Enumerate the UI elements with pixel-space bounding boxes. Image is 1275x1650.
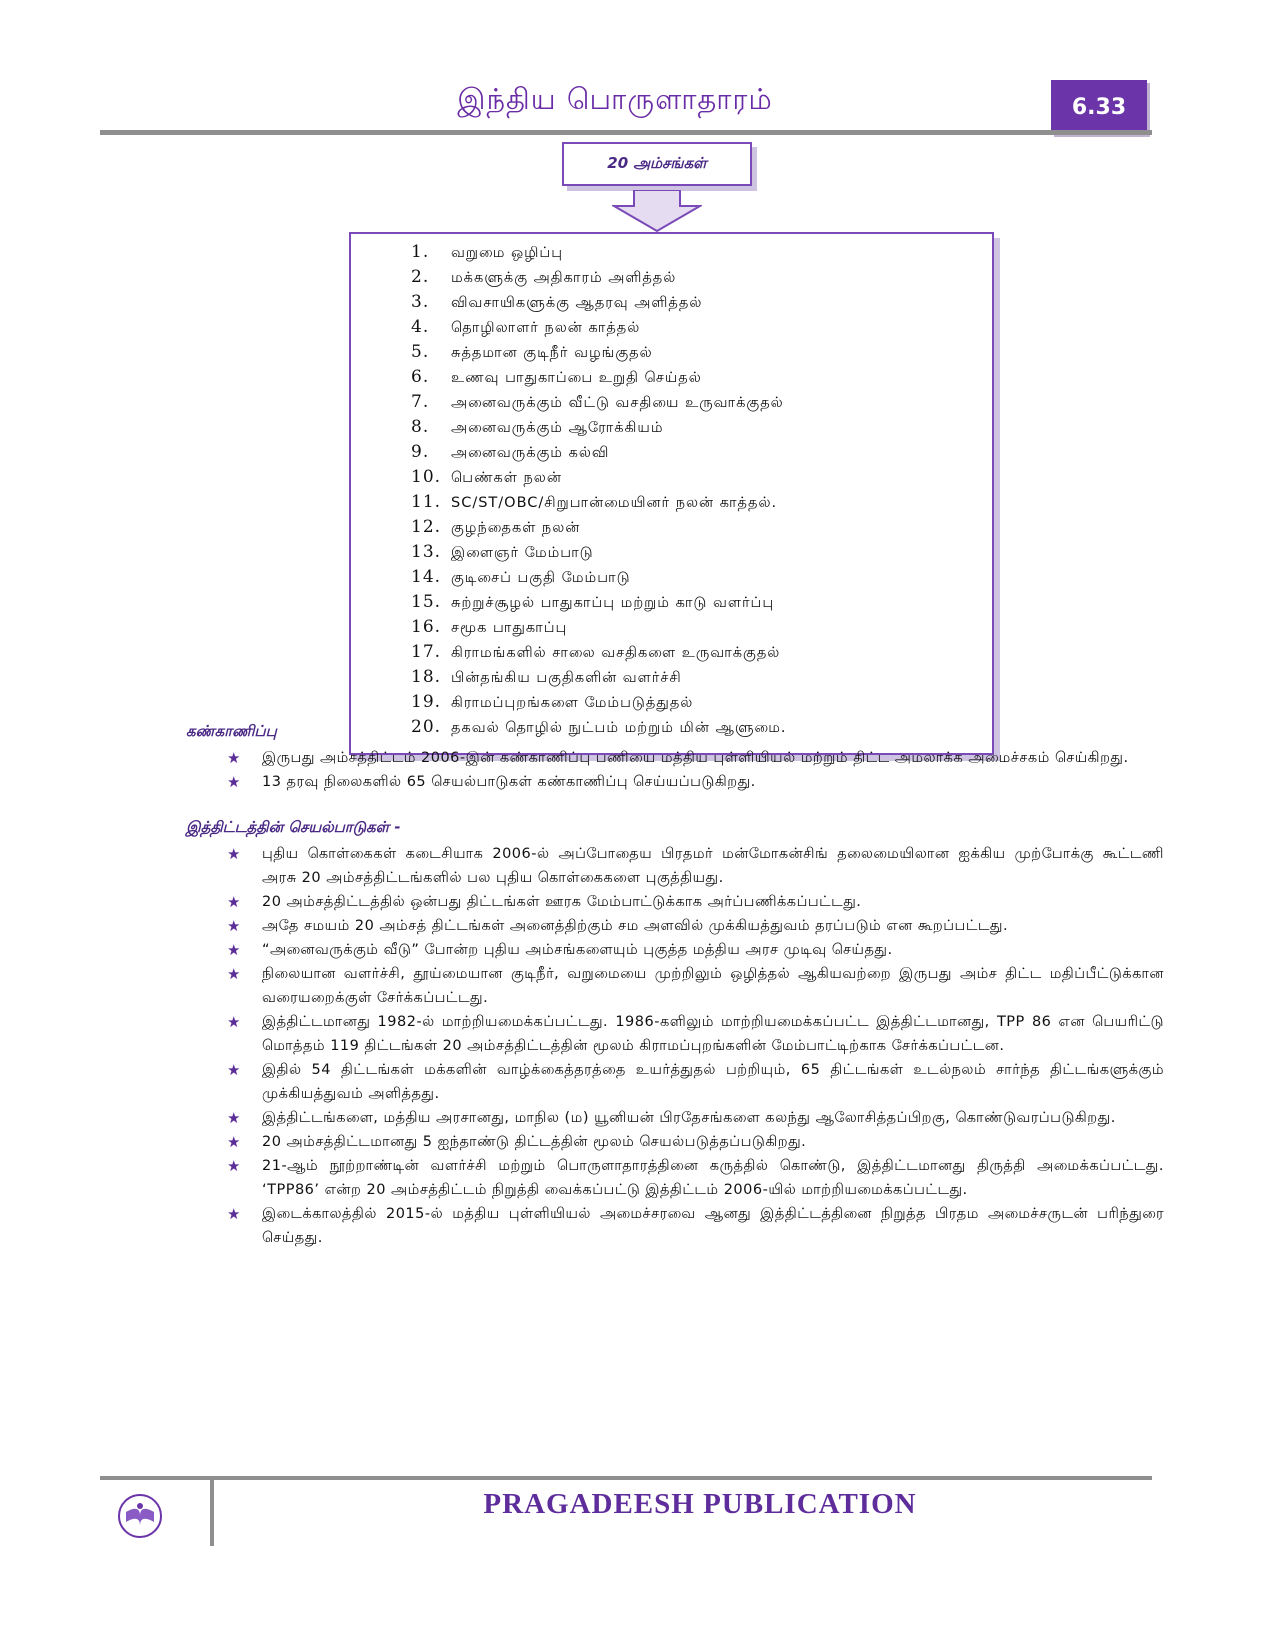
point-number: 12. [411, 517, 442, 537]
point-text: குழந்தைகள் நலன் [451, 520, 581, 536]
bullet-text: நிலையான வளர்ச்சி, தூய்மையான குடிநீர், வறுமையை முற்றிலும் ஒழித்தல் ஆகியவற்றை இருபது அம்ச திட்ட மதிப்பீட்டுக்கான வரையறைக்குள் சேர்க்கப்பட்டது. [262, 966, 1164, 1006]
point-number: 10. [411, 467, 442, 487]
bullet-text: “அனைவருக்கும் வீடு” போன்ற புதிய அம்சங்களையும் புகுத்த மத்திய அரச முடிவு செய்தது. [262, 942, 893, 958]
twenty-points-list [411, 240, 787, 740]
monitoring-bullets [224, 746, 1164, 794]
point-text: இளைஞர் மேம்பாடு [451, 545, 594, 561]
point-text: தகவல் தொழில் நுட்பம் மற்றும் மின் ஆளுமை. [451, 720, 787, 736]
star-bullet-icon: ★ [227, 1205, 241, 1223]
point-number: 16. [411, 617, 442, 637]
bullet-item [224, 842, 1164, 890]
star-bullet-icon: ★ [227, 1109, 241, 1127]
point-item [411, 440, 787, 465]
monitoring-heading: கண்காணிப்பு [186, 722, 277, 740]
point-item [411, 365, 787, 390]
bullet-item [224, 890, 1164, 914]
star-bullet-icon: ★ [227, 1133, 241, 1151]
book-logo-icon [116, 1492, 164, 1540]
point-item [411, 640, 787, 665]
footer-vertical-divider [210, 1476, 214, 1546]
point-text: அனைவருக்கும் வீட்டு வசதியை உருவாக்குதல் [451, 395, 784, 411]
page-number-badge: 6.33 [1051, 80, 1147, 134]
star-bullet-icon: ★ [227, 893, 241, 911]
point-text: SC/ST/OBC/சிறுபான்மையினர் நலன் காத்தல். [451, 495, 778, 511]
point-item [411, 240, 787, 265]
star-bullet-icon: ★ [227, 1061, 241, 1079]
star-bullet-icon: ★ [227, 845, 241, 863]
point-item [411, 265, 787, 290]
point-item [411, 690, 787, 715]
point-number: 3. [411, 292, 430, 312]
point-text: தொழிலாளர் நலன் காத்தல் [451, 320, 641, 336]
star-bullet-icon: ★ [227, 749, 241, 767]
point-text: சமூக பாதுகாப்பு [451, 620, 568, 636]
point-text: பின்தங்கிய பகுதிகளின் வளர்ச்சி [451, 670, 682, 686]
point-number: 1. [411, 242, 430, 262]
bullet-text: 20 அம்சத்திட்டமானது 5 ஐந்தாண்டு திட்டத்தின் மூலம் செயல்படுத்தப்படுகிறது. [262, 1134, 807, 1150]
star-bullet-icon: ★ [227, 1157, 241, 1175]
point-number: 17. [411, 642, 442, 662]
point-item [411, 540, 787, 565]
bullet-item [224, 1106, 1164, 1130]
bullet-item [224, 746, 1164, 770]
point-text: சுத்தமான குடிநீர் வழங்குதல் [451, 345, 653, 361]
header-divider [100, 130, 1152, 135]
twenty-points-box [349, 232, 994, 755]
point-text: அனைவருக்கும் ஆரோக்கியம் [451, 420, 664, 436]
point-item [411, 715, 787, 740]
point-text: பெண்கள் நலன் [451, 470, 562, 486]
activities-bullets [224, 842, 1164, 1250]
point-number: 2. [411, 267, 430, 287]
point-number: 6. [411, 367, 430, 387]
bullet-text: 20 அம்சத்திட்டத்தில் ஒன்பது திட்டங்கள் ஊரக மேம்பாட்டுக்காக அர்ப்பணிக்கப்பட்டது. [262, 894, 862, 910]
bullet-text: இடைக்காலத்தில் 2015-ல் மத்திய புள்ளியியல் அமைச்சரவை ஆனது இத்திட்டத்தினை நிறுத்த பிரதம அமைச்சருடன் பரிந்துரை செய்தது. [262, 1206, 1164, 1246]
point-number: 7. [411, 392, 430, 412]
point-text: உணவு பாதுகாப்பை உறுதி செய்தல் [451, 370, 702, 386]
point-text: வறுமை ஒழிப்பு [451, 245, 563, 261]
point-item [411, 590, 787, 615]
point-text: விவசாயிகளுக்கு ஆதரவு அளித்தல் [451, 295, 703, 311]
bullet-item [224, 1202, 1164, 1250]
point-number: 13. [411, 542, 442, 562]
point-number: 8. [411, 417, 430, 437]
point-item [411, 340, 787, 365]
point-item [411, 415, 787, 440]
star-bullet-icon: ★ [227, 965, 241, 983]
point-text: கிராமப்புறங்களை மேம்படுத்துதல் [451, 695, 694, 711]
point-item [411, 390, 787, 415]
point-text: மக்களுக்கு அதிகாரம் அளித்தல் [451, 270, 677, 286]
point-number: 15. [411, 592, 442, 612]
point-item [411, 490, 787, 515]
point-number: 20. [411, 717, 442, 737]
point-item [411, 615, 787, 640]
point-text: சுற்றுச்சூழல் பாதுகாப்பு மற்றும் காடு வளர்ப்பு [451, 595, 775, 611]
page-header-title: இந்திய பொருளாதாரம் [457, 82, 773, 116]
point-item [411, 565, 787, 590]
twenty-points-label: 20 அம்சங்கள் [562, 142, 752, 186]
point-number: 4. [411, 317, 430, 337]
point-text: கிராமங்களில் சாலை வசதிகளை உருவாக்குதல் [451, 645, 781, 661]
point-text: குடிசைப் பகுதி மேம்பாடு [451, 570, 631, 586]
bullet-text: இருபது அம்சத்திட்டம் 2006-இன் கண்காணிப்பு பணியை மத்திய புள்ளியியல் மற்றும் திட்ட அமலாக்க அமைச்சகம் செய்கிறது. [262, 750, 1129, 766]
bullet-item [224, 962, 1164, 1010]
point-number: 11. [411, 492, 442, 512]
bullet-item [224, 1058, 1164, 1106]
star-bullet-icon: ★ [227, 773, 241, 791]
point-item [411, 465, 787, 490]
point-number: 9. [411, 442, 430, 462]
bullet-item [224, 1130, 1164, 1154]
point-number: 14. [411, 567, 442, 587]
bullet-text: இத்திட்டமானது 1982-ல் மாற்றியமைக்கப்பட்டது. 1986-களிலும் மாற்றியமைக்கப்பட்ட இத்திட்டமானது, TPP 86 என பெயரிட்டு மொத்தம் 119 திட்டங்கள் 20 அம்சத்திட்டத்தின் மூலம் கிராமப்புறங்களின் மேம்பாட்டிற்காக சேர்க்கப்பட்டன. [262, 1014, 1164, 1054]
bullet-text: புதிய கொள்கைகள் கடைசியாக 2006-ல் அப்போதைய பிரதமர் மன்மோகன்சிங் தலைமையிலான ஐக்கிய முற்போக்கு கூட்டணி அரசு 20 அம்சத்திட்டங்களில் பல புதிய கொள்கைகளை புகுத்தியது. [262, 846, 1164, 886]
bullet-text: 13 தரவு நிலைகளில் 65 செயல்பாடுகள் கண்காணிப்பு செய்யப்படுகிறது. [262, 774, 756, 790]
point-item [411, 315, 787, 340]
down-arrow-icon [612, 190, 702, 232]
point-number: 5. [411, 342, 430, 362]
publisher-name: PRAGADEESH PUBLICATION [483, 1488, 917, 1520]
bullet-item [224, 1010, 1164, 1058]
bullet-text: இதில் 54 திட்டங்கள் மக்களின் வாழ்க்கைத்தரத்தை உயர்த்துதல் பற்றியும், 65 திட்டங்கள் உடல்நலம் சார்ந்த திட்டங்களுக்கும் முக்கியத்துவம் அளித்தது. [262, 1062, 1164, 1102]
point-number: 18. [411, 667, 442, 687]
point-text: அனைவருக்கும் கல்வி [451, 445, 610, 461]
bullet-text: 21-ஆம் நூற்றாண்டின் வளர்ச்சி மற்றும் பொருளாதாரத்தினை கருத்தில் கொண்டு, இத்திட்டமானது திருத்தி அமைக்கப்பட்டது. ‘TPP86’ என்ற 20 அம்சத்திட்டம் நிறுத்தி வைக்கப்பட்டு இத்திட்டம் 2006-யில் மாற்றியமைக்கப்பட்டது. [262, 1158, 1164, 1198]
point-item [411, 515, 787, 540]
point-item [411, 665, 787, 690]
bullet-text: அதே சமயம் 20 அம்சத் திட்டங்கள் அனைத்திற்கும் சம அளவில் முக்கியத்துவம் தரப்படும் என கூறப்பட்டது. [262, 918, 1009, 934]
footer-divider [100, 1476, 1152, 1480]
bullet-item [224, 938, 1164, 962]
bullet-item [224, 770, 1164, 794]
bullet-item [224, 1154, 1164, 1202]
star-bullet-icon: ★ [227, 941, 241, 959]
bullet-text: இத்திட்டங்களை, மத்திய அரசானது, மாநில (ம) யூனியன் பிரதேசங்களை கலந்து ஆலோசித்தப்பிறகு, கொண்டுவரப்படுகிறது. [262, 1110, 1116, 1126]
star-bullet-icon: ★ [227, 1013, 241, 1031]
point-item [411, 290, 787, 315]
point-number: 19. [411, 692, 442, 712]
star-bullet-icon: ★ [227, 917, 241, 935]
activities-heading: இத்திட்டத்தின் செயல்பாடுகள் - [186, 818, 401, 836]
bullet-item [224, 914, 1164, 938]
